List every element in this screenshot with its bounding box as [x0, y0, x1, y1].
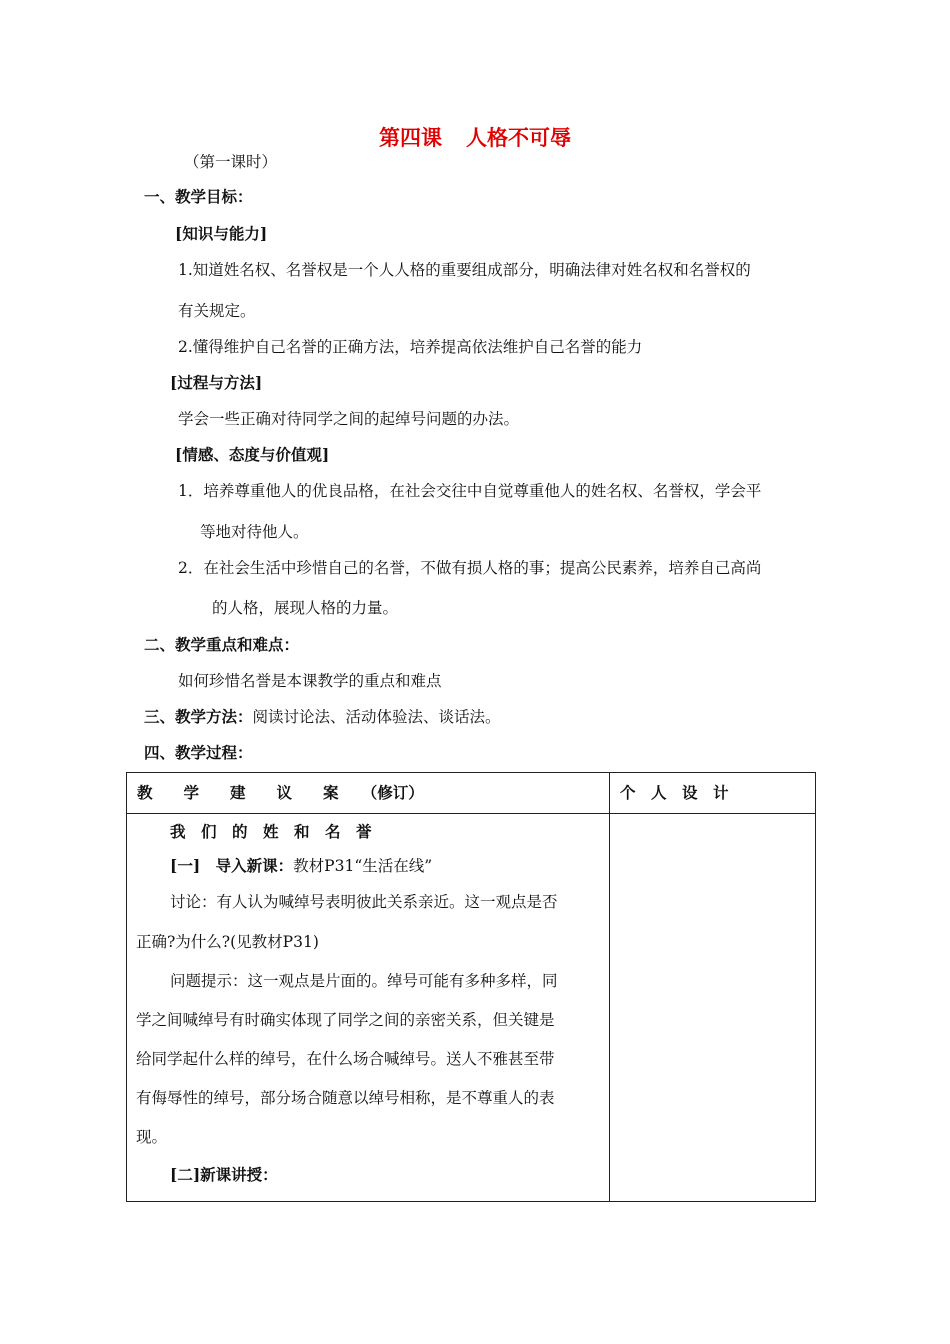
- new-lesson-heading: [二]新课讲授：: [170, 1165, 278, 1184]
- discussion-line-1: 讨论：有人认为喊绰号表明彼此关系亲近。这一观点是否: [170, 893, 558, 911]
- knowledge-item-2: 2.懂得维护自己名誉的正确方法，培养提高依法维护自己名誉的能力: [178, 338, 643, 356]
- title-lesson-number: 第四课: [379, 125, 442, 150]
- teaching-plan-table: [126, 772, 816, 1202]
- intro-line: [170, 856, 432, 876]
- intro-text: 教材P31“生活在线”: [293, 857, 433, 875]
- section-heading-objectives: 一、教学目标：: [144, 187, 253, 206]
- body-cell-left: [127, 814, 610, 1202]
- table-header-row: [127, 773, 816, 814]
- page-title: [0, 122, 950, 152]
- emotion-heading: [情感、态度与价值观]: [175, 445, 330, 464]
- key-points-text: 如何珍惜名誉是本课教学的重点和难点: [178, 672, 442, 690]
- hint-line-2: 学之间喊绰号有时确实体现了同学之间的亲密关系，但关键是: [136, 1011, 555, 1029]
- emotion-item-2-line-2: 的人格，展现人格的力量。: [212, 599, 399, 617]
- hint-line-1: 问题提示：这一观点是片面的。绰号可能有多种多样，同: [170, 972, 558, 990]
- methods-text: 阅读讨论法、活动体验法、谈话法。: [252, 708, 501, 726]
- intro-label: [一] 导入新课：: [170, 856, 294, 875]
- header-cell-right: [610, 773, 816, 814]
- header-personal-design: 个 人 设 计: [620, 783, 729, 802]
- hint-line-3: 给同学起什么样的绰号，在什么场合喊绰号。送人不雅甚至带: [136, 1050, 555, 1068]
- table-body-row: [127, 814, 816, 1202]
- section-title-name-reputation: 我 们 的 姓 和 名 誉: [170, 822, 372, 841]
- discussion-line-2: 正确?为什么?(见教材P31): [136, 933, 319, 951]
- header-cell-left: [127, 773, 610, 814]
- hint-line-5: 现。: [136, 1128, 168, 1146]
- section-heading-methods: 三、教学方法：: [144, 707, 253, 726]
- body-cell-right: [610, 814, 816, 1202]
- emotion-item-1-line-1: 1．培养尊重他人的优良品格，在社会交往中自觉尊重他人的姓名权、名誉权，学会平: [178, 482, 762, 500]
- emotion-item-1-line-2: 等地对待他人。: [200, 523, 309, 541]
- teaching-methods-line: [144, 707, 501, 727]
- section-heading-key-points: 二、教学重点和难点：: [144, 635, 300, 654]
- hint-line-4: 有侮辱性的绰号，部分场合随意以绰号相称，是不尊重人的表: [136, 1089, 555, 1107]
- process-text: 学会一些正确对待同学之间的起绰号问题的办法。: [178, 410, 520, 428]
- subtitle: （第一课时）: [184, 153, 278, 171]
- emotion-item-2-line-1: 2．在社会生活中珍惜自己的名誉，不做有损人格的事；提高公民素养，培养自己高尚: [178, 559, 762, 577]
- knowledge-item-1-line-1: 1.知道姓名权、名誉权是一个人人格的重要组成部分，明确法律对姓名权和名誉权的: [178, 261, 751, 279]
- knowledge-item-1-line-2: 有关规定。: [178, 302, 256, 320]
- header-teaching-plan: 教 学 建 议 案 （修订）: [137, 783, 424, 802]
- title-lesson-name: 人格不可辱: [466, 125, 571, 150]
- process-heading: [过程与方法]: [170, 373, 263, 392]
- knowledge-heading: [知识与能力]: [175, 224, 268, 243]
- section-heading-process: 四、教学过程：: [144, 743, 253, 762]
